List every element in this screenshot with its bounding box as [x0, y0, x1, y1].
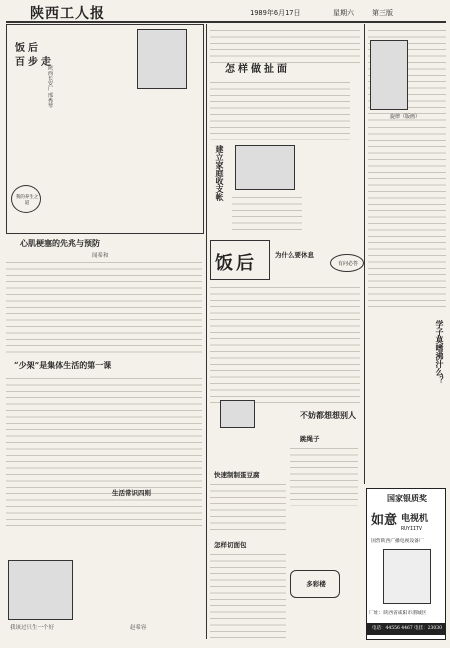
center-main-body — [210, 285, 360, 405]
sleep-body — [210, 80, 350, 140]
xuemai-title: 学子莫嗜沸汁么？ — [435, 320, 445, 384]
fangui-subtitle: 为什么要休息 — [275, 251, 314, 259]
dianzi-badge — [330, 254, 364, 272]
ad-factory-label: 厂址： — [369, 611, 384, 616]
bushi-title: 不妨都想想别人 — [300, 410, 356, 420]
sleep-title: 怎样做扯面 — [225, 64, 290, 75]
ad-product: 电视机 — [401, 514, 429, 524]
fanhou-title-2: 百步走 — [15, 57, 54, 67]
masthead-rule — [6, 21, 446, 23]
zenyang-title: 怎样切面包 — [214, 541, 247, 549]
bottom-caption: 我该过只生一个好 — [10, 625, 55, 631]
ad-address: 陕西省咸阳市渭城区 — [383, 611, 427, 616]
kuaisu-title: 快速制制蛋豆腐 — [214, 471, 260, 479]
ad-logo: RUYIITV — [401, 526, 423, 532]
tiao-title: 跳绳子 — [300, 435, 320, 443]
ad-maker: 国营陕西广播电视设备厂 — [371, 539, 424, 544]
fangui-title: 饭后 — [215, 253, 257, 271]
shenghuo-badge — [220, 400, 255, 428]
tv-image — [383, 549, 431, 604]
heart-body — [6, 260, 202, 358]
heart-title: 心肌梗塞的先兆与预防 — [20, 238, 100, 248]
tiao-body — [290, 446, 358, 506]
xuemai-body — [368, 320, 420, 480]
family-illustration — [235, 145, 295, 190]
bottom-illustration — [8, 560, 73, 620]
kuaisu-body — [210, 482, 286, 532]
shaojia-title: “少架”是集体生活的第一课 — [14, 360, 112, 370]
family-title: 建立家庭收支帐 — [215, 145, 225, 201]
masthead — [0, 0, 450, 22]
yangsheng-title: 生活常识四则 — [112, 489, 151, 497]
article-box-fanhou — [6, 24, 204, 234]
center-top-body — [210, 28, 360, 63]
zenyang-body — [210, 552, 286, 638]
masthead-weekday: 星期六 — [333, 9, 354, 17]
fanhou-body-2 — [47, 175, 202, 230]
ad-phone: 电话：44556 4467 电挂：23030 — [367, 623, 446, 635]
column-divider-1 — [206, 24, 207, 639]
tv-ad — [366, 488, 446, 640]
fangui-logo — [210, 240, 270, 280]
bangfu-label: 我的养生之道 — [15, 195, 39, 206]
portrait-photo — [137, 29, 187, 89]
ad-brand: 如意 — [371, 513, 398, 527]
duosheng-title: 多彩楼 — [306, 580, 326, 588]
zhuan-caption: 旋律（版画） — [390, 114, 421, 120]
shaojia-body — [6, 376, 202, 526]
family-body — [232, 195, 302, 235]
column-divider-2 — [364, 24, 365, 484]
fanhou-byline: 陕西长安厂 邢秀琴 — [47, 65, 53, 109]
fanhou-title-1: 饭后 — [15, 43, 41, 53]
duosheng-badge — [290, 570, 340, 598]
ad-address-block — [369, 609, 445, 619]
dianzi-label: 有问必答 — [337, 261, 358, 267]
bottom-author: 赵希容 — [130, 625, 147, 631]
masthead-title: 陕西工人报 — [30, 6, 105, 21]
bangfu-badge — [11, 185, 41, 213]
masthead-date: 1989年6月17日 — [250, 9, 301, 17]
woodcut-print — [370, 40, 408, 110]
right-mid-body — [368, 125, 446, 310]
ad-award: 国家银质奖 — [387, 493, 427, 503]
masthead-page: 第三版 — [372, 9, 393, 17]
heart-byline: 闻希和 — [92, 253, 109, 259]
